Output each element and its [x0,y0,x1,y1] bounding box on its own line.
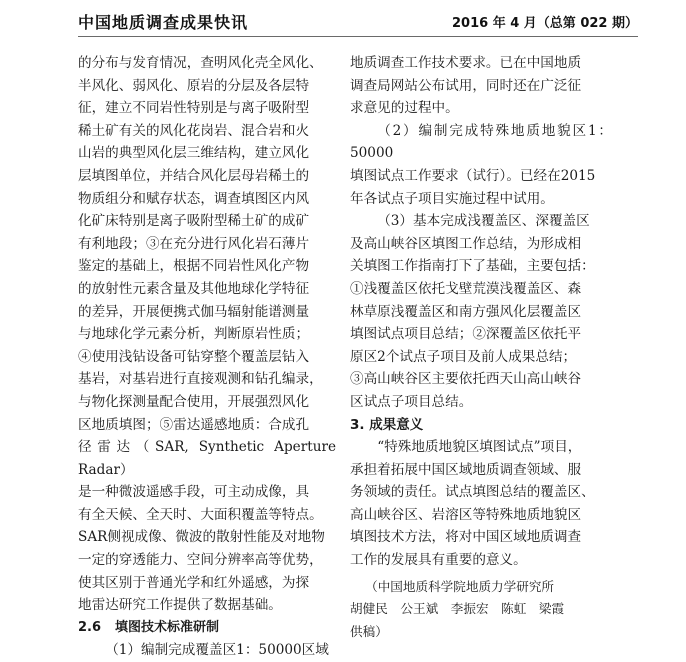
text-line: 填图试点工作要求（试行）。已经在2015 [350,167,596,184]
text-line: 地质调查工作技术要求。已在中国地质 [350,55,582,71]
text-line: 区试点子项目总结。 [350,393,473,410]
text-line: 年各试点子项目实施过程中试用。 [350,190,554,207]
text-line: 与地球化学元素分析，判断原岩性质； [78,326,310,343]
text-line: 区地质填图；⑤雷达遥感地质：合成孔 [78,416,310,433]
text-line: 使其区别于普通光学和红外遥感，为探 [78,574,310,591]
text-line: 山岩的典型风化层三维结构，建立风化 [78,145,310,162]
text-line: 基岩，对基岩进行直接观测和钻孔编录， [78,371,323,388]
text-line: 的放射性元素含量及其他地球化学特征 [78,280,310,297]
text-line: 鉴定的基础上，根据不同岩性风化产物 [78,258,310,275]
credit-institution: （中国地质科学院地质力学研究所 [365,578,555,594]
text-line: ③高山峡谷区主要依托西天山高山峡谷 [350,371,582,388]
text-line: 林草原浅覆盖区和南方强风化层覆盖区 [350,303,582,320]
text-line: 的差异，开展便携式伽马辐射能谱测量 [78,303,310,320]
text-line: 高山峡谷区、岩溶区等特殊地质地貌区 [350,506,582,523]
subsection-heading [78,617,336,640]
text-line: 一定的穿透能力、空间分辨率高等优势， [78,552,323,569]
right-paragraph-1 [350,52,612,120]
text-line: 工作的发展具有重要的意义。 [350,552,527,569]
text-line: 填图试点项目总结；②深覆盖区依托平 [350,326,582,343]
header-rule [78,36,638,37]
left-body-paragraph [78,52,336,617]
right-paragraph-2 [350,120,612,210]
text-line: （1）编制完成覆盖区1：50000区域 [105,642,329,659]
text-line: 有全天候、全天时、大面积覆盖等特点。 [78,506,323,523]
text-line: 及高山峡谷区填图工作总结，为形成相 [350,235,582,252]
text-line: 地雷达研究工作提供了数据基础。 [78,597,282,614]
text-line: （3）基本完成浅覆盖区、深覆盖区 [377,213,590,230]
right-paragraph-4 [350,436,612,572]
text-line: 径雷达（SAR, Synthetic Aperture Radar） [78,439,336,478]
credit-authors: 胡健民 公王斌 李振宏 陈虹 梁霞 [350,601,565,617]
text-line: 层填图单位，并结合风化层母岩稀土的 [78,167,310,184]
right-column [350,52,612,643]
text-line: 有利地段；③在充分进行风化岩石薄片 [78,235,310,252]
author-credit [350,576,612,644]
credit-suffix: 供稿） [350,623,388,639]
text-line: 务领域的责任。试点填图总结的覆盖区、 [350,484,595,501]
text-line: （2）编制完成特殊地质地貌区1：50000 [350,122,612,162]
text-line: “特殊地质地貌区填图试点”项目， [377,439,582,456]
text-line: 半风化、弱风化、原岩的分层及各层特 [78,77,310,94]
journal-title: 中国地质调查成果快讯 [78,13,249,32]
text-line: 承担着拓展中国区域地质调查领域、服 [350,461,582,478]
text-line: 化矿床特别是离子吸附型稀土矿的成矿 [78,213,310,230]
text-line: 的分布与发育情况，查明风化壳全风化、 [78,55,323,71]
text-line: ④使用浅钻设备可钻穿整个覆盖层钻入 [78,348,310,365]
text-line: 填图技术方法，将对中国区域地质调查 [350,529,582,546]
text-line: 原区2个试点子项目及前人成果总结； [350,348,577,365]
text-line: SAR侧视成像、微波的散射性能及对地物 [78,529,325,546]
subsection-number: 2.6 [78,619,102,635]
issue-info: 2016 年 4 月（总第 022 期） [452,16,638,31]
left-column [78,52,336,662]
text-line: 是一种微波遥感手段，可主动成像，具 [78,484,310,501]
text-line: 稀土矿有关的风化花岗岩、混合岩和火 [78,122,310,139]
text-line: 求意见的过程中。 [350,100,459,117]
page-header [0,0,686,46]
text-line: 征，建立不同岩性特别是与离子吸附型 [78,100,310,117]
text-line: 与物化探测量配合使用，开展强烈风化 [78,393,310,410]
subsection-title: 填图技术标准研制 [115,619,220,635]
text-line: 物质组分和赋存状态，调查填图区内风 [78,190,310,207]
text-line: ①浅覆盖区依托戈壁荒漠浅覆盖区、森 [350,280,582,297]
right-paragraph-3 [350,210,612,413]
section-heading: 3. 成果意义 [350,416,424,433]
text-line: 调查局网站公布试用，同时还在广泛征 [350,77,582,94]
text-line: 关填图工作指南打下了基础，主要包括： [350,258,595,275]
